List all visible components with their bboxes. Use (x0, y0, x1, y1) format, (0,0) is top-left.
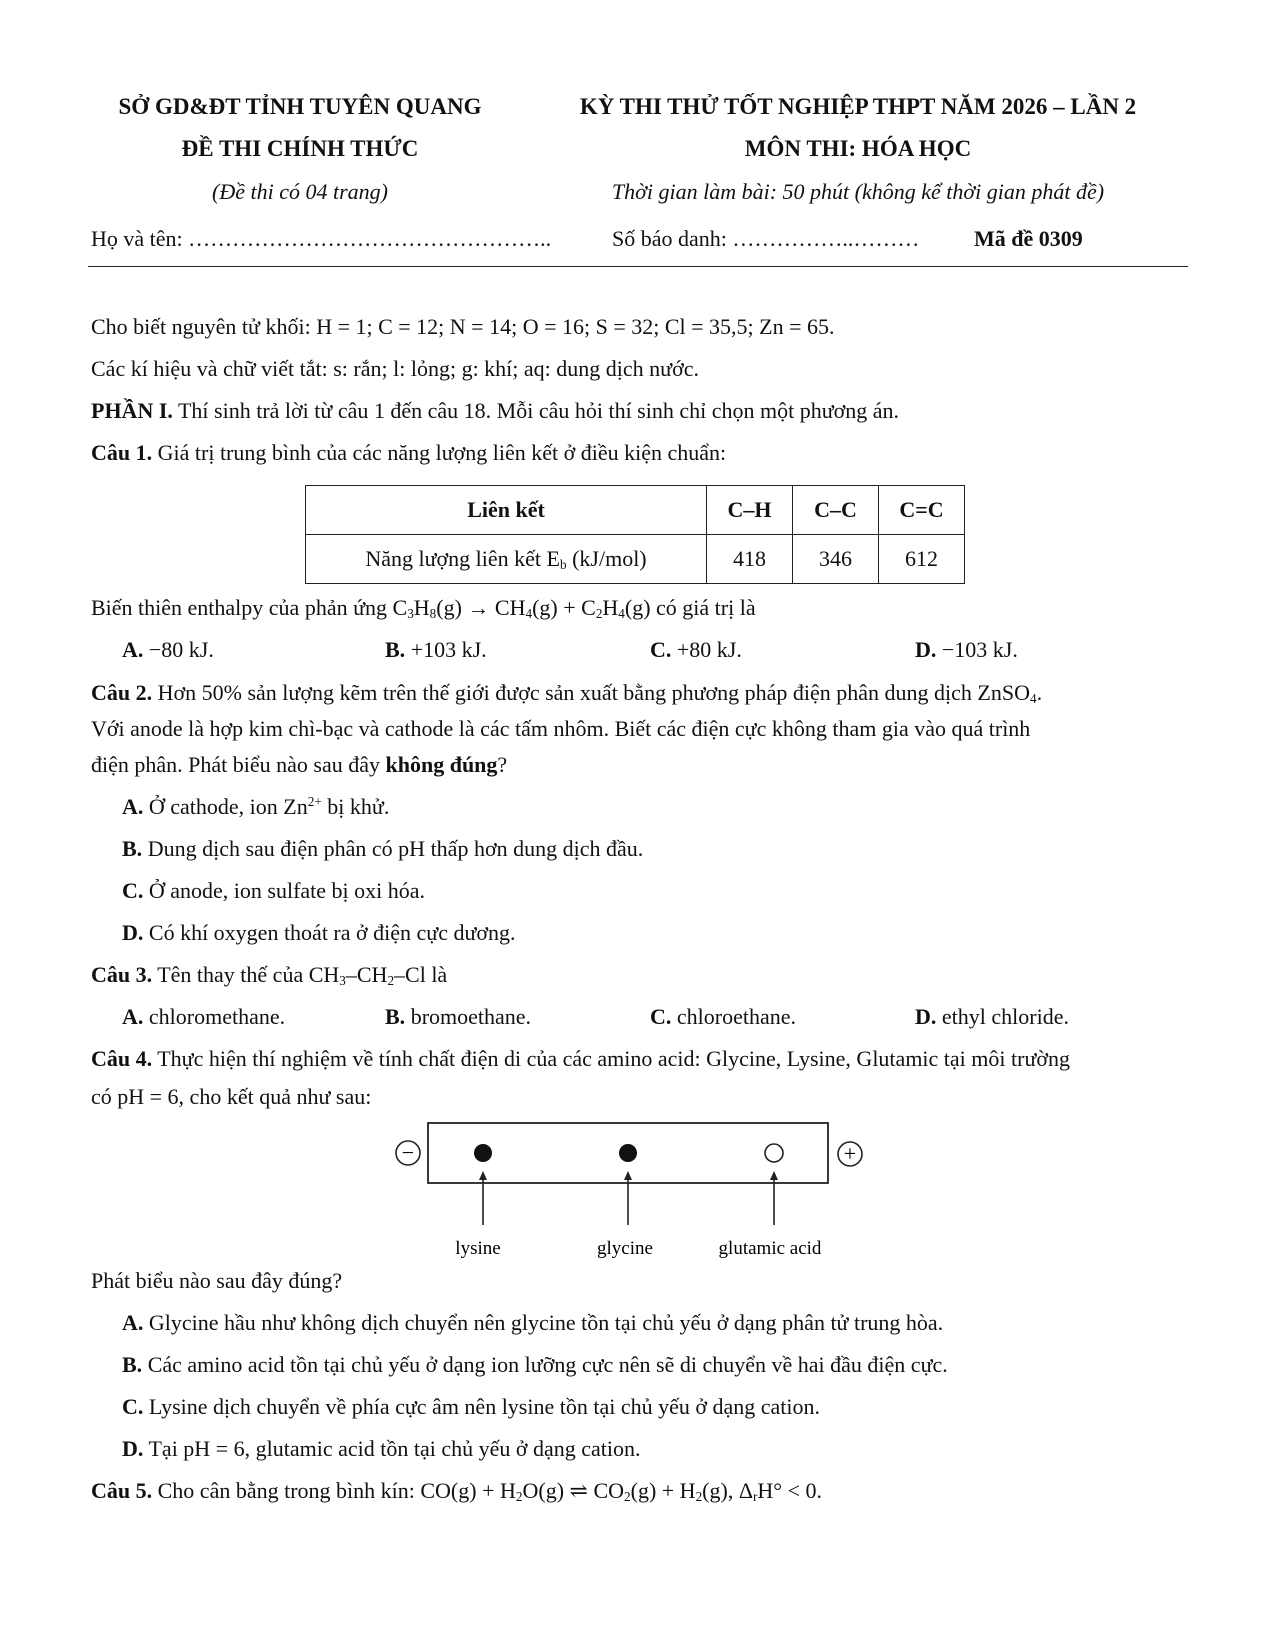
option-text: Lysine dịch chuyển về phía cực âm nên lysine tồn tại chủ yếu ở dạng cation. (143, 1394, 821, 1419)
stem-sub: 3 (407, 606, 414, 621)
option-text: Dung dịch sau điện phân có pH thấp hơn dung dịch đầu. (142, 836, 644, 861)
glutamic-acid-label: glutamic acid (718, 1238, 822, 1259)
glycine-spot (619, 1144, 637, 1162)
q1-option-d[interactable] (915, 637, 1018, 663)
header-official-label: ĐỀ THI CHÍNH THỨC (181, 136, 419, 161)
table-header-cell: C–C (793, 486, 879, 535)
option-text: chloroethane. (671, 1004, 796, 1029)
option-text: chloromethane. (143, 1004, 286, 1029)
lysine-label: lysine (455, 1238, 501, 1259)
stem-sub: 2 (595, 606, 603, 621)
header-exam-title: KỲ THI THỬ TỐT NGHIỆP THPT NĂM 2026 – LẦN 2 (579, 94, 1137, 119)
question-3 (91, 962, 447, 989)
question-2-text: ? (497, 752, 508, 777)
question-2-line-1 (91, 680, 1042, 707)
option-text: Các amino acid tồn tại chủ yếu ở dạng ion lưỡng cực nên sẽ di chuyển về hai đầu điện cực. (142, 1352, 948, 1377)
formula-sub: 2 (515, 1489, 523, 1504)
q3-option-c[interactable] (650, 1004, 796, 1030)
option-text: +80 kJ. (671, 637, 742, 662)
question-3-text: Tên thay thế của CH (152, 962, 340, 987)
table-cell: 346 (793, 535, 879, 584)
q3-option-d[interactable] (915, 1004, 1069, 1030)
question-4-stem: Phát biểu nào sau đây đúng? (91, 1268, 343, 1293)
question-4-text: Thực hiện thí nghiệm về tính chất điện di của các amino acid: Glycine, Lysine, Glutamic tại môi trường (152, 1046, 1071, 1071)
question-1-stem (91, 595, 756, 622)
option-text: Ở cathode, ion Zn (143, 794, 308, 819)
table-cell: 418 (707, 535, 793, 584)
stem-part: (g) + C (532, 595, 596, 620)
part-instructions: Thí sinh trả lời từ câu 1 đến câu 18. Mỗi câu hỏi thí sinh chỉ chọn một phương án. (172, 398, 900, 423)
option-text: Ở anode, ion sulfate bị oxi hóa. (143, 878, 426, 903)
option-text: Tại pH = 6, glutamic acid tồn tại chủ yếu ở dạng cation. (143, 1436, 641, 1461)
atomic-masses: Cho biết nguyên tử khối: H = 1; C = 12; N = 14; O = 16; S = 32; Cl = 35,5; Zn = 65. (91, 314, 835, 339)
glutamic-acid-spot (765, 1144, 783, 1162)
table-header-cell: C–H (707, 486, 793, 535)
name-field-label: Họ và tên: ………………………………………….. (91, 226, 552, 251)
header-duration: Thời gian làm bài: 50 phút (không kể thời gian phát đề) (611, 179, 1105, 204)
header-subject: MÔN THI: HÓA HỌC (744, 136, 972, 161)
option-key: B. (122, 1352, 143, 1377)
option-text: ethyl chloride. (936, 1004, 1069, 1029)
option-sup: 2+ (307, 794, 322, 809)
question-2-text: điện phân. Phát biểu nào sau đây (91, 752, 386, 777)
question-5-text: O(g) ⇌ CO (522, 1478, 625, 1503)
row-label-unit: (kJ/mol) (566, 545, 647, 571)
option-text: bromoethane. (405, 1004, 532, 1029)
option-text: Glycine hầu như không dịch chuyển nên glycine tồn tại chủ yếu ở dạng phân tử trung hòa. (143, 1310, 944, 1335)
question-5-label: Câu 5. (91, 1478, 153, 1503)
question-5-text: (g), Δ (702, 1478, 753, 1503)
q2-option-a[interactable] (122, 794, 389, 820)
option-text: bị khử. (321, 794, 390, 819)
stem-part: (g) → CH (436, 595, 526, 620)
option-key: A. (122, 794, 144, 819)
question-5-text: H° < 0. (757, 1478, 822, 1503)
stem-part: H (413, 595, 430, 620)
option-key: C. (122, 1394, 144, 1419)
q1-option-c[interactable] (650, 637, 742, 663)
header-department: SỞ GD&ĐT TỈNH TUYÊN QUANG (118, 94, 482, 119)
q3-option-a[interactable] (122, 1004, 285, 1030)
question-2-text: Hơn 50% sản lượng kẽm trên thế giới được sản xuất bằng phương pháp điện phân dung dịch ZnSO (152, 680, 1030, 705)
bond-energy-table (305, 485, 965, 584)
part-label: PHẦN I. (91, 398, 173, 423)
question-2-line-2: Với anode là hợp kim chì-bạc và cathode là các tấm nhôm. Biết các điện cực không tham gia vào quá trình (91, 716, 1031, 741)
q4-option-b[interactable] (122, 1352, 948, 1378)
option-key: B. (385, 1004, 406, 1029)
question-2-text: . (1036, 680, 1043, 705)
q4-option-a[interactable] (122, 1310, 943, 1336)
stem-sub: 4 (618, 606, 625, 621)
question-4-line-2: có pH = 6, cho kết quả như sau: (91, 1084, 372, 1109)
q4-option-c[interactable] (122, 1394, 820, 1420)
formula-sub: 2 (387, 973, 395, 988)
formula-sub: 4 (1029, 691, 1037, 706)
option-key: A. (122, 637, 144, 662)
question-2-emphasis: không đúng (385, 752, 498, 777)
option-text: −80 kJ. (143, 637, 214, 662)
formula-sub: 2 (695, 1489, 703, 1504)
question-2-line-3 (91, 752, 507, 778)
header-page-count: (Đề thi có 04 trang) (212, 179, 388, 204)
positive-sign: + (843, 1141, 857, 1166)
option-key: B. (385, 637, 406, 662)
q1-option-a[interactable] (122, 637, 214, 663)
q1-option-b[interactable] (385, 637, 487, 663)
option-key: C. (650, 1004, 672, 1029)
q2-option-b[interactable] (122, 836, 643, 862)
question-3-label: Câu 3. (91, 962, 153, 987)
q2-option-d[interactable] (122, 920, 516, 946)
stem-part: (g) có giá trị là (624, 595, 756, 620)
formula-sub: 3 (339, 973, 346, 988)
q3-option-b[interactable] (385, 1004, 531, 1030)
question-4-line-1 (91, 1046, 1070, 1072)
option-key: B. (122, 836, 143, 861)
candidate-number-label: Số báo danh: ……………..……… (612, 226, 920, 251)
table-cell: 612 (879, 535, 965, 584)
q2-option-c[interactable] (122, 878, 425, 904)
option-key: D. (915, 637, 937, 662)
part-heading (91, 398, 899, 424)
row-label-subscript: b (559, 556, 567, 572)
table-header-cell: C=C (879, 486, 965, 535)
option-key: C. (122, 878, 144, 903)
table-header-cell: Liên kết (306, 486, 707, 535)
option-text: Có khí oxygen thoát ra ở điện cực dương. (143, 920, 516, 945)
question-2-label: Câu 2. (91, 680, 153, 705)
question-1-text: Giá trị trung bình của các năng lượng liên kết ở điều kiện chuẩn: (152, 440, 727, 465)
table-row-label (306, 535, 707, 584)
option-key: D. (915, 1004, 937, 1029)
stem-sub: 4 (525, 606, 533, 621)
negative-sign: − (401, 1140, 415, 1165)
lysine-spot (474, 1144, 492, 1162)
glycine-label: glycine (597, 1238, 653, 1259)
question-5-text: Cho cân bằng trong bình kín: CO(g) + H (152, 1478, 516, 1503)
option-text: +103 kJ. (405, 637, 487, 662)
option-key: D. (122, 920, 144, 945)
question-3-text: –CH (345, 962, 388, 987)
option-key: C. (650, 637, 672, 662)
abbreviations: Các kí hiệu và chữ viết tắt: s: rắn; l: lỏng; g: khí; aq: dung dịch nước. (91, 356, 699, 381)
question-5-text: (g) + H (630, 1478, 696, 1503)
option-key: A. (122, 1310, 144, 1335)
formula-sub: r (752, 1489, 758, 1504)
formula-sub: 2 (624, 1489, 631, 1504)
option-text: −103 kJ. (936, 637, 1018, 662)
exam-code: Mã đề 0309 (974, 226, 1083, 251)
header-divider (88, 266, 1188, 267)
question-1-label: Câu 1. (91, 440, 153, 465)
question-5 (91, 1478, 822, 1505)
question-4-label: Câu 4. (91, 1046, 153, 1071)
stem-sub: 8 (429, 606, 437, 621)
row-label-text: Năng lượng liên kết E (365, 545, 560, 571)
question-3-text: –Cl là (394, 962, 448, 987)
option-key: D. (122, 1436, 144, 1461)
electrophoresis-diagram (390, 1120, 890, 1270)
option-key: A. (122, 1004, 144, 1029)
table-row (306, 535, 965, 584)
table-header-row (306, 486, 965, 535)
stem-part: H (602, 595, 619, 620)
q4-option-d[interactable] (122, 1436, 641, 1462)
stem-part: Biến thiên enthalpy của phản ứng C (91, 595, 408, 620)
question-1 (91, 440, 726, 466)
